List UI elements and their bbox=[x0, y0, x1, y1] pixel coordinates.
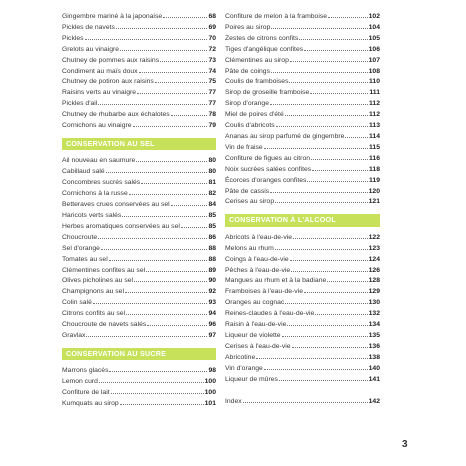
toc-entry-index[interactable] bbox=[225, 394, 380, 409]
toc-entry-page: 142 bbox=[368, 397, 380, 405]
toc-entry[interactable] bbox=[62, 309, 216, 320]
toc-entry[interactable] bbox=[62, 377, 216, 388]
toc-entry[interactable] bbox=[225, 309, 380, 320]
toc-entry-page: 98 bbox=[208, 367, 216, 375]
toc-entry-title: Tomates au sel bbox=[62, 255, 108, 263]
section-header-conservation-au-sucre: CONSERVATION AU SUCRE bbox=[62, 348, 216, 361]
toc-entry-title: Gingembre mariné à la japonaise bbox=[62, 13, 163, 20]
toc-entry[interactable] bbox=[62, 320, 216, 331]
toc-entry-page: 124 bbox=[368, 255, 380, 263]
toc-entry-page: 115 bbox=[369, 143, 380, 151]
toc-entry-page: 119 bbox=[369, 176, 380, 184]
toc-entry-page: 129 bbox=[368, 288, 380, 296]
toc-entry-page: 86 bbox=[208, 233, 216, 241]
toc-entry-page: 118 bbox=[369, 165, 380, 173]
toc-leader-dots bbox=[307, 181, 368, 182]
toc-entry-title: Cornichons à la russe bbox=[62, 190, 128, 198]
toc-entry[interactable] bbox=[225, 77, 380, 88]
toc-leader-dots bbox=[109, 260, 208, 261]
toc-entry-title: Sel d'orange bbox=[62, 244, 100, 252]
toc-entry[interactable] bbox=[225, 364, 380, 375]
toc-leader-dots bbox=[312, 170, 368, 171]
toc-entry-page: 104 bbox=[368, 23, 380, 31]
toc-leader-dots bbox=[109, 371, 207, 372]
toc-leader-dots bbox=[139, 72, 208, 73]
toc-entry[interactable] bbox=[225, 353, 380, 364]
toc-entry-page: 81 bbox=[208, 179, 216, 187]
toc-entry-page: 75 bbox=[208, 78, 216, 86]
toc-entry-title: Cabillaud salé bbox=[62, 168, 105, 176]
toc-entry-page: 101 bbox=[204, 400, 216, 408]
toc-entry-title: Coulis d'abricots bbox=[225, 122, 275, 130]
toc-leader-dots bbox=[141, 183, 207, 184]
toc-entry[interactable] bbox=[225, 244, 380, 255]
toc-entry[interactable] bbox=[225, 187, 380, 198]
toc-entry[interactable] bbox=[225, 287, 380, 298]
toc-entry[interactable] bbox=[62, 266, 216, 277]
toc-entry[interactable] bbox=[62, 45, 216, 56]
toc-leader-dots bbox=[264, 369, 368, 370]
toc-entry-page: 90 bbox=[208, 277, 216, 285]
toc-entry-page: 96 bbox=[208, 321, 216, 329]
toc-entry[interactable] bbox=[225, 255, 380, 266]
toc-entry-title: Pâte de cassis bbox=[225, 187, 270, 195]
toc-leader-dots bbox=[276, 126, 368, 127]
toc-entry-title: Ananas au sirop parfumé de gingembre bbox=[225, 132, 345, 140]
toc-entry-title: Confiture de melon à la framboise bbox=[225, 13, 328, 20]
toc-entry-page: 89 bbox=[208, 266, 216, 274]
toc-entry-title: Citrons confits au sel bbox=[62, 310, 126, 318]
toc-entry-page: 80 bbox=[208, 157, 216, 165]
toc-leader-dots bbox=[146, 271, 207, 272]
toc-entry-title: Colin salé bbox=[62, 299, 92, 307]
toc-entry-title: Choucroute de navets salés bbox=[62, 321, 147, 329]
toc-entry-page: 113 bbox=[369, 122, 380, 130]
toc-entry[interactable] bbox=[225, 331, 380, 342]
toc-entry-title: Cerises au sirop bbox=[225, 198, 275, 206]
toc-entry[interactable] bbox=[225, 176, 380, 187]
toc-leader-dots bbox=[304, 50, 368, 51]
toc-entry[interactable] bbox=[62, 222, 216, 233]
toc-entry-page: 132 bbox=[368, 310, 380, 318]
toc-entry-title: Herbes aromatiques conservées au sel bbox=[62, 222, 180, 230]
toc-leader-dots bbox=[275, 202, 368, 203]
toc-leader-dots bbox=[137, 93, 207, 94]
toc-leader-dots bbox=[106, 172, 208, 173]
toc-entry-page: 68 bbox=[208, 13, 216, 20]
toc-entry-title: Oranges au cognac bbox=[225, 299, 285, 307]
toc-entry-title: Framboises à l'eau-de-vie bbox=[225, 288, 303, 296]
toc-entry[interactable] bbox=[62, 388, 216, 399]
toc-entry[interactable] bbox=[225, 375, 380, 386]
section-header-conservation-au-sel: CONSERVATION AU SEL bbox=[62, 138, 216, 151]
toc-entry-title: Tiges d'angélique confites bbox=[225, 45, 304, 53]
toc-entry-page: 126 bbox=[368, 266, 380, 274]
section-header-conservation-a-l-alcool: CONSERVATION À L'ALCOOL bbox=[225, 214, 380, 227]
toc-entry[interactable] bbox=[225, 56, 380, 67]
toc-leader-dots bbox=[171, 205, 208, 206]
toc-entry-page: 77 bbox=[208, 100, 216, 108]
toc-entry-title: Sirop d'orange bbox=[225, 100, 269, 108]
toc-entry[interactable] bbox=[225, 110, 380, 121]
toc-entry-page: 100 bbox=[204, 389, 216, 397]
toc-entry-page: 116 bbox=[369, 154, 380, 162]
toc-entry-title: Confiture de figues au citron bbox=[225, 154, 311, 162]
toc-entry-title: Cerises à l'eau-de-vie bbox=[225, 342, 291, 350]
toc-entry[interactable] bbox=[225, 12, 380, 23]
toc-entry-page: 102 bbox=[368, 13, 380, 20]
toc-leader-dots bbox=[256, 358, 367, 359]
toc-leader-dots bbox=[271, 28, 367, 29]
toc-leader-dots bbox=[85, 39, 208, 40]
toc-leader-dots bbox=[304, 292, 368, 293]
toc-leader-dots bbox=[126, 314, 207, 315]
toc-entry-title: Ail nouveau en saumure bbox=[62, 157, 136, 165]
toc-leader-dots bbox=[155, 82, 208, 83]
toc-entry-page: 88 bbox=[208, 244, 216, 252]
toc-entry-title: Pêches à l'eau-de-vie bbox=[225, 266, 291, 274]
toc-entry-page: 112 bbox=[369, 111, 380, 119]
toc-entry-page: 97 bbox=[208, 331, 216, 339]
toc-leader-dots bbox=[290, 260, 368, 261]
toc-entry-title: Noix sucrées salées confites bbox=[225, 165, 312, 173]
toc-entry[interactable] bbox=[62, 121, 216, 132]
toc-entry-title: Melons au rhum bbox=[225, 244, 274, 252]
toc-entry[interactable] bbox=[62, 189, 216, 200]
toc-entry-page: 94 bbox=[208, 310, 216, 318]
toc-entry[interactable] bbox=[62, 276, 216, 287]
toc-entry-page: 85 bbox=[208, 212, 216, 219]
toc-leader-dots bbox=[99, 382, 204, 383]
toc-group bbox=[62, 366, 216, 410]
toc-entry[interactable] bbox=[62, 56, 216, 67]
toc-leader-dots bbox=[271, 72, 368, 73]
toc-leader-dots bbox=[101, 249, 207, 250]
toc-entry[interactable] bbox=[62, 77, 216, 88]
toc-entry-title: Poires au sirop bbox=[225, 23, 271, 31]
toc-entry-page: 130 bbox=[368, 299, 380, 307]
toc-entry[interactable] bbox=[62, 331, 216, 342]
toc-leader-dots bbox=[275, 249, 368, 250]
toc-entry-page: 114 bbox=[369, 132, 380, 140]
toc-entry[interactable] bbox=[62, 34, 216, 45]
toc-entry[interactable] bbox=[62, 366, 216, 377]
toc-entry-page: 73 bbox=[208, 56, 216, 64]
toc-column-left bbox=[62, 12, 216, 410]
toc-leader-dots bbox=[285, 115, 368, 116]
toc-leader-dots bbox=[147, 325, 207, 326]
toc-entry-page: 79 bbox=[208, 122, 216, 130]
toc-leader-dots bbox=[160, 61, 207, 62]
toc-entry-page: 110 bbox=[369, 78, 380, 86]
toc-entry[interactable] bbox=[62, 99, 216, 110]
toc-entry-page: 80 bbox=[208, 168, 216, 176]
toc-entry-page: 106 bbox=[368, 45, 380, 53]
toc-leader-dots bbox=[122, 216, 207, 217]
toc-entry-title: Coings à l'eau-de-vie bbox=[225, 255, 289, 263]
toc-entry-page: 84 bbox=[208, 201, 216, 209]
toc-group bbox=[225, 12, 380, 208]
toc-entry-page: 74 bbox=[208, 67, 216, 75]
toc-entry-title: Chutney de pommes aux raisins bbox=[62, 56, 160, 64]
toc-entry-page: 72 bbox=[208, 45, 216, 53]
toc-entry-title: Condiment au maïs doux bbox=[62, 67, 138, 75]
toc-entry[interactable] bbox=[225, 88, 380, 99]
toc-entry-title: Liqueur de mûres bbox=[225, 375, 278, 383]
toc-entry-page: 77 bbox=[208, 89, 216, 97]
toc-leader-dots bbox=[125, 292, 207, 293]
toc-entry[interactable] bbox=[62, 255, 216, 266]
toc-entry-title: Gravlax bbox=[62, 331, 86, 339]
toc-entry[interactable] bbox=[225, 67, 380, 78]
toc-entry-page: 123 bbox=[368, 244, 380, 252]
toc-entry[interactable] bbox=[225, 45, 380, 56]
toc-entry-title: Choucroute bbox=[62, 233, 98, 241]
toc-entry[interactable] bbox=[225, 121, 380, 132]
toc-entry-page: 128 bbox=[368, 277, 380, 285]
toc-entry-title: Kumquats au sirop bbox=[62, 400, 119, 408]
toc-entry[interactable] bbox=[225, 143, 380, 154]
toc-entry-title: Mangues au rhum et à la badiane bbox=[225, 277, 327, 285]
toc-leader-dots bbox=[292, 347, 368, 348]
toc-entry[interactable] bbox=[225, 23, 380, 34]
toc-entry-page: 88 bbox=[208, 255, 216, 263]
toc-leader-dots bbox=[310, 93, 368, 94]
toc-leader-dots bbox=[133, 126, 208, 127]
toc-leader-dots bbox=[98, 238, 207, 239]
toc-entry[interactable] bbox=[62, 110, 216, 121]
toc-entry-title: Clémentines au sirop bbox=[225, 56, 289, 64]
toc-leader-dots bbox=[311, 159, 368, 160]
toc-leader-dots bbox=[171, 115, 208, 116]
toc-entry[interactable] bbox=[62, 244, 216, 255]
toc-entry-page: 85 bbox=[208, 222, 216, 230]
toc-entry[interactable] bbox=[62, 12, 216, 23]
toc-entry-title: Betteraves crues conservées au sel bbox=[62, 201, 170, 209]
toc-entry-page: 78 bbox=[208, 111, 216, 119]
toc-entry[interactable] bbox=[62, 88, 216, 99]
toc-group bbox=[62, 156, 216, 341]
toc-entry-title: Zestes de citrons confits bbox=[225, 34, 299, 42]
toc-entry[interactable] bbox=[62, 287, 216, 298]
toc-entry-page: 111 bbox=[369, 89, 380, 97]
toc-leader-dots bbox=[287, 325, 367, 326]
toc-entry[interactable] bbox=[225, 266, 380, 277]
toc-entry-title: Abricots à l'eau-de-vie bbox=[225, 233, 293, 241]
toc-entry-title: Olives picholines au sel bbox=[62, 277, 134, 285]
toc-leader-dots bbox=[163, 17, 207, 18]
toc-entry-page: 136 bbox=[368, 342, 380, 350]
toc-entry-title: Cornichons au vinaigre bbox=[62, 122, 132, 130]
toc-entry-title: Clémentines confites au sel bbox=[62, 266, 146, 274]
toc-entry-title: Confiture de lait bbox=[62, 389, 110, 397]
toc-leader-dots bbox=[93, 303, 208, 304]
toc-entry-title: Lemon curd bbox=[62, 378, 98, 386]
toc-entry-page: 70 bbox=[208, 34, 216, 42]
toc-column-right bbox=[225, 12, 380, 409]
toc-entry-title: Grelots au vinaigre bbox=[62, 45, 120, 53]
toc-leader-dots bbox=[181, 227, 208, 228]
toc-entry-title: Raisin à l'eau-de-vie bbox=[225, 321, 287, 329]
toc-leader-dots bbox=[345, 137, 368, 138]
toc-entry-title: Écorces d'oranges confites bbox=[225, 176, 307, 184]
toc-leader-dots bbox=[279, 380, 368, 381]
toc-entry-title: Liqueur de violette bbox=[225, 331, 281, 339]
toc-entry[interactable] bbox=[225, 276, 380, 287]
toc-entry[interactable] bbox=[62, 211, 216, 222]
toc-leader-dots bbox=[299, 39, 367, 40]
toc-leader-dots bbox=[270, 104, 368, 105]
toc-entry-page: 69 bbox=[208, 23, 216, 31]
toc-entry[interactable] bbox=[225, 34, 380, 45]
toc-entry[interactable] bbox=[62, 233, 216, 244]
toc-leader-dots bbox=[315, 314, 367, 315]
toc-entry-title: Coulis de framboises bbox=[225, 78, 289, 86]
toc-entry-title: Miel de poires d'été bbox=[225, 111, 284, 119]
toc-entry-title: Raisins verts au vinaigre bbox=[62, 89, 137, 97]
toc-entry[interactable] bbox=[62, 178, 216, 189]
toc-leader-dots bbox=[291, 271, 368, 272]
toc-entry-title: Concombres sucrés salés bbox=[62, 179, 141, 187]
toc-entry-page: 92 bbox=[208, 288, 216, 296]
page-number: 3 bbox=[402, 439, 408, 450]
toc-entry-page: 120 bbox=[368, 187, 380, 195]
toc-leader-dots bbox=[328, 17, 368, 18]
toc-entry[interactable] bbox=[225, 342, 380, 353]
toc-entry-title: Marrons glacés bbox=[62, 367, 109, 375]
toc-entry[interactable] bbox=[62, 399, 216, 410]
toc-group bbox=[225, 233, 380, 386]
toc-entry-page: 100 bbox=[204, 378, 216, 386]
toc-entry-title: Reines-claudes à l'eau-de-vie bbox=[225, 310, 315, 318]
toc-entry-page: 93 bbox=[208, 299, 216, 307]
toc-leader-dots bbox=[243, 402, 368, 403]
toc-entry-page: 134 bbox=[368, 321, 380, 329]
toc-entry-page: 112 bbox=[369, 100, 380, 108]
toc-entry-page: 105 bbox=[368, 34, 380, 42]
toc-entry[interactable] bbox=[225, 298, 380, 309]
toc-entry-page: 107 bbox=[368, 56, 380, 64]
toc-group bbox=[62, 12, 216, 132]
toc-entry[interactable] bbox=[225, 99, 380, 110]
toc-entry[interactable] bbox=[62, 67, 216, 78]
toc-entry-title: Chutney de rhubarbe aux échalotes bbox=[62, 111, 170, 119]
toc-entry-title: Champignons au sel bbox=[62, 288, 124, 296]
toc-entry[interactable] bbox=[62, 167, 216, 178]
toc-entry[interactable] bbox=[225, 154, 380, 165]
toc-entry-title: Pickles de navets bbox=[62, 23, 115, 31]
toc-entry-title: Pickles bbox=[62, 34, 84, 42]
toc-entry[interactable] bbox=[62, 23, 216, 34]
toc-entry-page: 121 bbox=[368, 198, 380, 206]
toc-leader-dots bbox=[293, 238, 368, 239]
toc-leader-dots bbox=[129, 194, 208, 195]
toc-leader-dots bbox=[270, 192, 367, 193]
toc-entry[interactable] bbox=[225, 233, 380, 244]
toc-leader-dots bbox=[86, 336, 207, 337]
toc-leader-dots bbox=[134, 281, 207, 282]
toc-leader-dots bbox=[98, 104, 207, 105]
toc-entry-page: 141 bbox=[368, 375, 380, 383]
toc-entry-title: Pâte de coings bbox=[225, 67, 270, 75]
toc-entry-page: 122 bbox=[368, 233, 380, 241]
toc-leader-dots bbox=[289, 82, 368, 83]
toc-leader-dots bbox=[327, 281, 367, 282]
toc-leader-dots bbox=[290, 61, 368, 62]
toc-leader-dots bbox=[120, 50, 207, 51]
toc-leader-dots bbox=[111, 393, 204, 394]
toc-entry[interactable] bbox=[62, 200, 216, 211]
toc-entry-title: Pickles d'ail bbox=[62, 100, 98, 108]
toc-entry-title: Haricots verts salés bbox=[62, 212, 122, 219]
toc-entry[interactable] bbox=[62, 156, 216, 167]
toc-entry[interactable] bbox=[62, 298, 216, 309]
toc-entry-title: Abricotine bbox=[225, 353, 256, 361]
toc-leader-dots bbox=[282, 336, 368, 337]
toc-entry-page: 140 bbox=[368, 364, 380, 372]
toc-entry-title: Sirop de groseille framboise bbox=[225, 89, 310, 97]
toc-entry-title: Vin de fraise bbox=[225, 143, 263, 151]
toc-entry[interactable] bbox=[225, 132, 380, 143]
toc-entry-page: 138 bbox=[368, 353, 380, 361]
toc-entry[interactable] bbox=[225, 320, 380, 331]
toc-leader-dots bbox=[116, 28, 208, 29]
toc-entry-title: Index bbox=[225, 397, 242, 405]
toc-leader-dots bbox=[120, 404, 204, 405]
toc-entry-title: Vin d'orange bbox=[225, 364, 263, 372]
toc-entry-page: 108 bbox=[368, 67, 380, 75]
toc-entry-page: 135 bbox=[368, 331, 380, 339]
toc-leader-dots bbox=[136, 161, 207, 162]
toc-entry-title: Chutney de potiron aux raisins bbox=[62, 78, 154, 86]
toc-entry[interactable] bbox=[225, 197, 380, 208]
toc-entry-page: 82 bbox=[208, 190, 216, 198]
toc-entry[interactable] bbox=[225, 165, 380, 176]
toc-leader-dots bbox=[285, 303, 367, 304]
toc-leader-dots bbox=[264, 148, 368, 149]
